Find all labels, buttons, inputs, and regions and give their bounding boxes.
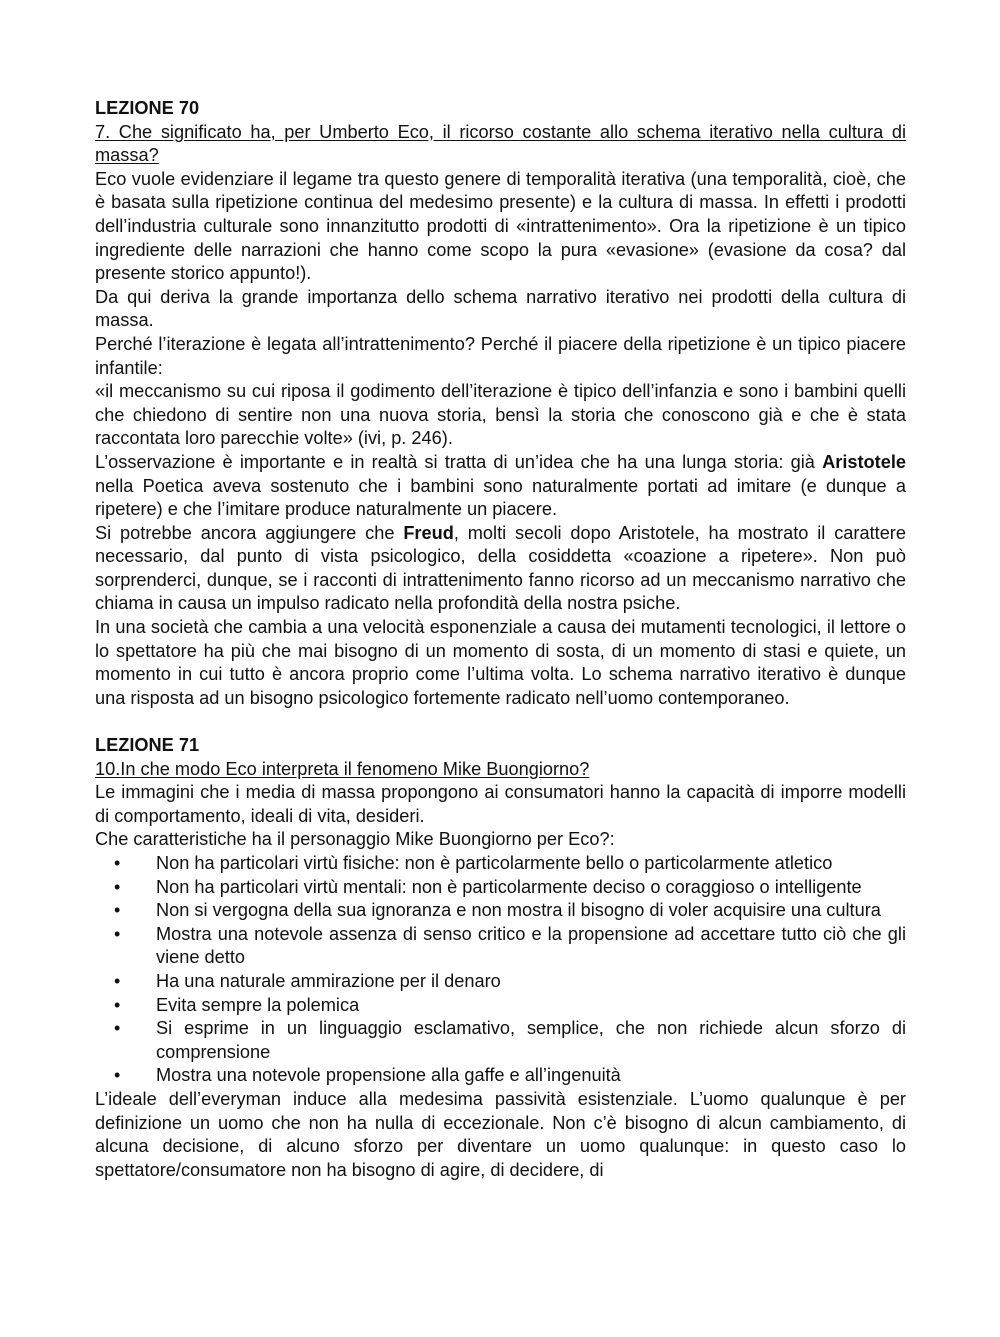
text-run: L’osservazione è importante e in realtà si tratta di un’idea che ha una lunga storia: già [95,451,823,472]
bullet-icon: • [114,970,121,991]
characteristics-list [95,852,906,1088]
lesson-70-quote: «il meccanismo su cui riposa il godimento dell’iterazione è tipico dell’infanzia e sono i bambini quelli che chiedono di sentire non una nuova storia, bensì la storia che conoscono già e che è stata raccontata loro parecchie volte» (ivi, p. 246). [95,381,906,449]
lesson-70-paragraph-freud [95,522,906,616]
lesson-70-paragraph-7: In una società che cambia a una velocità esponenziale a causa dei mutamenti tecnologici, il lettore o lo spettatore ha più che mai bisogno di un momento di sosta, di un momento di stasi e quiete, un momento in cui tutto è ancora proprio come l’ultima volta. Lo schema narrativo iterativo è dunque una risposta ad un bisogno psicologico fortemente radicato nell’uomo contemporaneo. [95,617,906,708]
lesson-71-question: 10.In che modo Eco interpreta il fenomeno Mike Buongiorno? [95,758,590,779]
list-item-text: Non ha particolari virtù fisiche: non è particolarmente bello o particolarmente atletico [156,853,833,873]
section-spacer [95,710,906,734]
lesson-71-paragraph-2: Che caratteristiche ha il personaggio Mike Buongiorno per Eco?: [95,829,615,850]
bullet-icon: • [114,853,121,873]
lesson-71-title: LEZIONE 71 [95,735,200,756]
text-run: Si potrebbe ancora aggiungere che [95,522,404,543]
lesson-71-paragraph-3: L’ideale dell’everyman induce alla medesima passività esistenziale. L’uomo qualunque è per definizione un uomo che non ha nulla di eccezionale. Non c’è bisogno di alcun cambiamento, di alcuna decisione, di alcuno sforzo per diventare un uomo qualunque: in questo caso lo spettatore/consumatore non ha bisogno di agire, di decidere, di [95,1088,906,1180]
lesson-70-paragraph-3: Perché l’iterazione è legata all’intrattenimento? Perché il piacere della ripetizione è un tipico piacere infantile: [95,333,906,378]
bullet-icon: • [114,1018,121,1039]
list-item [95,994,906,1018]
list-item [95,852,906,876]
list-item [95,923,906,970]
lesson-70-paragraph-2: Da qui deriva la grande importanza dello schema narrativo iterativo nei prodotti della cultura di massa. [95,286,906,331]
bullet-icon: • [114,923,121,944]
bold-aristotele: Aristotele [822,451,906,472]
lesson-70-title: LEZIONE 70 [95,98,200,118]
bullet-icon: • [114,1065,121,1086]
bullet-icon: • [114,994,121,1015]
lesson-71-paragraph-1: Le immagini che i media di massa propongono ai consumatori hanno la capacità di imporre modelli di comportamento, ideali di vita, desideri. [95,782,906,826]
list-item [95,899,906,923]
bullet-icon: • [114,900,121,921]
list-item-text: Non ha particolari virtù mentali: non è particolarmente deciso o coraggioso o intelligente [156,876,862,897]
list-item [95,1064,906,1088]
list-item [95,970,906,994]
list-item [95,876,906,900]
bold-freud: Freud [403,522,454,543]
list-item-text: Ha una naturale ammirazione per il denaro [156,970,501,991]
bullet-icon: • [114,876,121,897]
document-page [95,97,906,1182]
list-item [95,1017,906,1064]
text-run: , molti secoli dopo Aristotele, ha mostrato il carattere necessario, dal punto di vista psicologico, della cosiddetta «coazione a ripetere». Non può sorprenderci, dunque, se i racconti di intrattenimento fanno ricorso ad un meccanismo narrativo che chiama in causa un impulso radicato nella profondità della nostra psiche. [95,522,906,614]
text-run: nella Poetica aveva sostenuto che i bambini sono naturalmente portati ad imitare (e dunque a ripetere) e che l’imitare produce naturalmente un piacere. [95,475,906,520]
list-item-text: Mostra una notevole propensione alla gaffe e all’ingenuità [156,1065,621,1086]
list-item-text: Si esprime in un linguaggio esclamativo, semplice, che non richiede alcun sforzo di comprensione [156,1018,906,1062]
lesson-70-paragraph-1: Eco vuole evidenziare il legame tra questo genere di temporalità iterativa (una temporalità, cioè, che è basata sulla ripetizione continua del medesimo presente) e la cultura di massa. In effetti i prodotti dell’industria culturale sono innanzitutto prodotti di «intrattenimento». Ora la ripetizione è un tipico ingrediente delle narrazioni che hanno come scopo la pura «evasione» (evasione da cosa? dal presente storico appunto!). [95,168,906,284]
list-item-text: Non si vergogna della sua ignoranza e non mostra il bisogno di voler acquisire una cultura [156,900,881,921]
lesson-70-paragraph-aristotele [95,451,906,522]
list-item-text: Mostra una notevole assenza di senso critico e la propensione ad accettare tutto ciò che gli viene detto [156,923,906,968]
lesson-70-question: 7. Che significato ha, per Umberto Eco, il ricorso costante allo schema iterativo nella cultura di massa? [95,121,906,166]
list-item-text: Evita sempre la polemica [156,994,360,1015]
